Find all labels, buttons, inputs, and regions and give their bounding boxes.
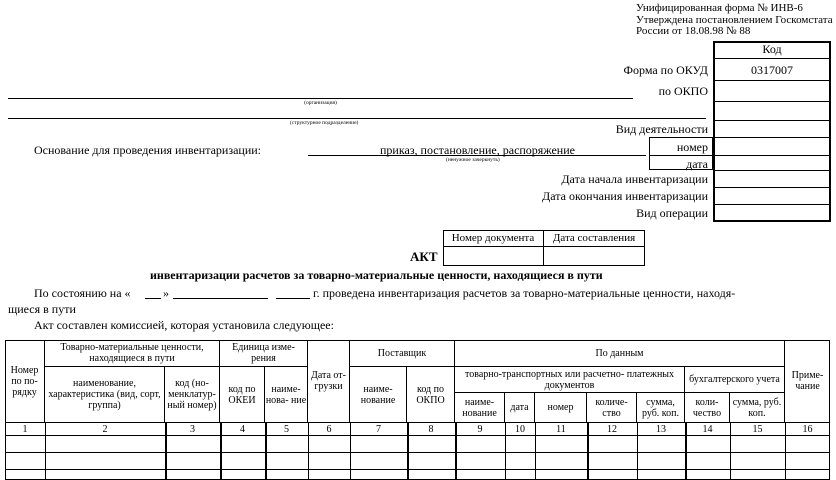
col-acc-sum-header: сумма, руб. коп. bbox=[730, 393, 785, 422]
kod-header: Код bbox=[762, 42, 782, 56]
state-on-prefix: По состоянию на « bbox=[34, 286, 131, 300]
column-number-5: 5 bbox=[284, 423, 289, 435]
end-date-label: Дата окончания инвентаризации bbox=[542, 189, 708, 203]
operation-label: Вид операции bbox=[636, 206, 708, 220]
approved-label: Утверждена постановлением Госкомстата bbox=[636, 14, 833, 26]
year-line[interactable] bbox=[276, 298, 310, 299]
organization-caption: (организация) bbox=[304, 100, 337, 106]
column-divider bbox=[308, 422, 309, 480]
col-note-header: Приме- чание bbox=[791, 370, 824, 392]
act-title: инвентаризации расчетов за товарно-материальные ценности, находящиеся в пути bbox=[150, 268, 603, 282]
column-divider bbox=[350, 422, 351, 480]
column-divider bbox=[785, 422, 786, 480]
column-divider bbox=[45, 422, 46, 480]
column-number-13: 13 bbox=[656, 423, 666, 435]
column-number-1: 1 bbox=[22, 423, 28, 435]
doc-date-header: Дата составления bbox=[552, 232, 636, 244]
col-doc-num-header: номер bbox=[535, 393, 587, 422]
column-number-14: 14 bbox=[702, 423, 713, 435]
column-number-11: 11 bbox=[556, 423, 566, 435]
organization-line[interactable] bbox=[8, 98, 633, 99]
col-doc-sum-header: сумма, руб. коп. bbox=[637, 393, 685, 422]
col-ship-date-header: Дата от- грузки bbox=[308, 340, 350, 422]
col-doc-name-header: наиме- нование bbox=[455, 393, 505, 422]
start-date-label: Дата начала инвентаризации bbox=[561, 172, 708, 186]
col-unit-header: Единица изме- рения bbox=[220, 340, 308, 367]
column-divider bbox=[685, 422, 687, 480]
col-docs-header: товарно-транспортных или расчетно- платежных документов bbox=[455, 367, 685, 393]
unified-form-label: Унифицированная форма № ИНВ-6 bbox=[636, 2, 803, 14]
col-unit-name-header: наиме- нова- ние bbox=[265, 367, 308, 422]
column-divider bbox=[407, 422, 409, 480]
column-divider bbox=[730, 422, 731, 480]
number-label: номер bbox=[676, 140, 708, 154]
column-divider bbox=[455, 422, 457, 480]
column-number-9: 9 bbox=[477, 423, 483, 435]
column-number-16: 16 bbox=[802, 423, 813, 435]
col-unit-code-header: код по ОКЕИ bbox=[220, 367, 265, 422]
column-divider bbox=[535, 422, 536, 480]
col-supplier-header: Поставщик bbox=[350, 340, 455, 367]
column-number-10: 10 bbox=[515, 423, 525, 435]
okud-label: Форма по ОКУД bbox=[623, 63, 708, 77]
subdivision-caption: (структурное подразделение) bbox=[290, 120, 359, 126]
date-label: дата bbox=[686, 157, 708, 171]
column-number-6: 6 bbox=[326, 423, 332, 435]
col-goods-name-header: наименование, характеристика (вид, сорт, группа) bbox=[45, 367, 165, 422]
day-line[interactable] bbox=[145, 298, 161, 299]
basis-label: Основание для проведения инвентаризации: bbox=[34, 143, 262, 157]
basis-value: приказ, постановление, распоряжение bbox=[380, 143, 575, 157]
col-goods-code-header: код (но- менклатур- ный номер) bbox=[165, 367, 220, 422]
column-divider bbox=[505, 422, 506, 480]
column-divider bbox=[220, 422, 222, 480]
activity-label: Вид деятельности bbox=[615, 122, 708, 136]
state-on-text: г. проведена инвентаризация расчетов за товарно-материальные ценности, находя- bbox=[313, 286, 736, 300]
month-line[interactable] bbox=[173, 298, 268, 299]
col-num-header: Номер по по- рядку bbox=[5, 340, 45, 422]
column-divider bbox=[265, 422, 267, 480]
state-on-continuation: щиеся в пути bbox=[8, 302, 76, 316]
col-acc-header: бухгалтерского учета bbox=[685, 367, 785, 393]
column-divider bbox=[165, 422, 167, 480]
column-number-2: 2 bbox=[102, 423, 108, 435]
column-divider bbox=[637, 422, 638, 480]
column-number-15: 15 bbox=[752, 423, 763, 435]
col-doc-date-header: дата bbox=[505, 393, 535, 422]
col-data-header: По данным bbox=[455, 340, 785, 367]
column-number-8: 8 bbox=[428, 423, 434, 435]
state-on-quote: » bbox=[163, 286, 169, 300]
col-doc-qty-header: количе- ство bbox=[587, 393, 637, 422]
commission-text: Акт составлен комиссией, которая установила следующее: bbox=[34, 318, 334, 332]
col-goods-header: Товарно-материальные ценности, находящиеся в пути bbox=[45, 340, 220, 367]
column-divider bbox=[587, 422, 589, 480]
act-label: АКТ bbox=[410, 249, 438, 264]
subdivision-line[interactable] bbox=[8, 118, 706, 119]
doc-number-header: Номер документа bbox=[451, 232, 535, 244]
col-supplier-okpo-header: код по ОКПО bbox=[407, 367, 455, 422]
column-number-4: 4 bbox=[240, 423, 245, 435]
col-supplier-name-header: наиме- нование bbox=[350, 367, 407, 422]
okud-value[interactable]: 0317007 bbox=[751, 63, 793, 77]
column-number-12: 12 bbox=[607, 423, 617, 435]
approved-date-label: России от 18.08.98 № 88 bbox=[636, 25, 751, 37]
column-number-7: 7 bbox=[376, 423, 381, 435]
okpo-label: по ОКПО bbox=[658, 84, 708, 98]
col-acc-qty-header: коли- чество bbox=[685, 393, 730, 422]
basis-caption: (ненужное зачеркнуть) bbox=[446, 157, 500, 163]
column-number-3: 3 bbox=[190, 423, 195, 435]
